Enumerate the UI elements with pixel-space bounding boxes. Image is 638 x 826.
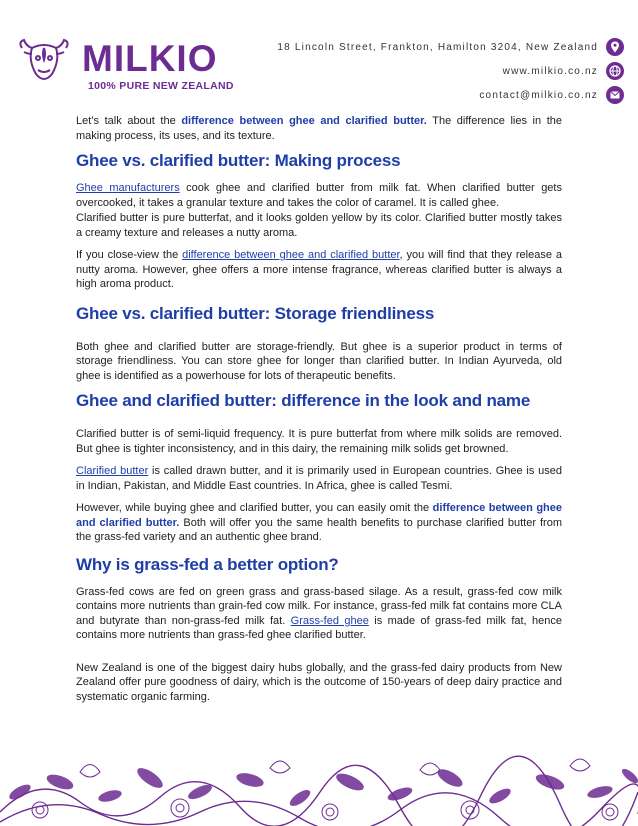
section-heading-storage: Ghee vs. clarified butter: Storage friendliness [76, 303, 435, 323]
globe-icon [606, 62, 624, 80]
decorative-floral-footer-icon [0, 752, 638, 826]
contact-address: 18 Lincoln Street, Frankton, Hamilton 3204, New Zealand [277, 41, 598, 53]
difference-link[interactable]: difference between ghee and clarified butter [182, 249, 400, 261]
paragraph: Both ghee and clarified butter are storage-friendly. But ghee is a superior product in terms of storage friendliness. You can store ghee for longer than clarified butter. In Indian Ayurveda, old ghee is identified as a powerhouse for lots of therapeutic benefits. [76, 340, 562, 382]
contact-block [277, 36, 624, 108]
paragraph: If you close-view the difference between ghee and clarified butter, you will find that they release a nutty aroma. However, ghee offers a more intense fragrance, whereas clarified butter is always a high aroma product. [76, 249, 562, 290]
paragraph: Clarified butter is called drawn butter, and it is primarily used in European countries. Ghee is used in Indian, Pakistan, and Middle East countries. In Africa, ghee is called Tesmi. [76, 465, 562, 492]
ghee-manufacturers-link[interactable]: Ghee manufacturers [76, 182, 180, 194]
paragraph: Ghee manufacturers cook ghee and clarified butter from milk fat. When clarified butter gets overcooked, it takes a granular texture and takes the color of caramel. It is called ghee. [76, 182, 562, 209]
mail-icon [606, 86, 624, 104]
grass-fed-ghee-link[interactable]: Grass-fed ghee [290, 614, 369, 627]
cow-head-logo-icon [14, 38, 74, 86]
contact-website[interactable]: www.milkio.co.nz [502, 65, 598, 77]
section-heading-look-name: Ghee and clarified butter: difference in the look and name [76, 391, 531, 410]
brand-tagline: 100% PURE NEW ZEALAND [88, 80, 234, 92]
intro-paragraph: Let’s talk about the difference between ghee and clarified butter. The difference lies in the making process, its uses, and its texture. [76, 115, 562, 142]
contact-email[interactable]: contact@milkio.co.nz [479, 89, 598, 101]
paragraph: However, while buying ghee and clarified butter, you can easily omit the difference between ghee and clarified butter. Both will offer you the same health benefits to purchase clarified butter from the grass-fed variety and an authentic ghee brand. [76, 502, 562, 543]
location-icon [606, 38, 624, 56]
difference-highlight: difference between ghee and clarified butter. [76, 502, 562, 529]
clarified-butter-link[interactable]: Clarified butter [76, 465, 149, 477]
contact-address-row [277, 36, 624, 58]
contact-website-row [277, 60, 624, 82]
paragraph: Clarified butter is of semi-liquid frequency. It is pure butterfat from where milk solids are removed. But ghee is tighter inconsistency, and in this dairy, the remaining milk solids get browned. [76, 428, 562, 455]
section-heading-making-process: Ghee vs. clarified butter: Making process [76, 151, 401, 170]
section-heading-grass-fed: Why is grass-fed a better option? [76, 554, 339, 574]
page-header [0, 0, 638, 110]
article-body [76, 114, 562, 712]
intro-highlight: difference between ghee and clarified butter. [181, 115, 427, 127]
paragraph: Clarified butter is pure butterfat, and it looks golden yellow by its color. Clarified butter mostly takes a creamy texture and releases a nutty aroma. [76, 212, 562, 239]
brand-name: MILKIO [82, 38, 218, 79]
paragraph: Grass-fed cows are fed on green grass and grass-based silage. As a result, grass-fed cow milk contains more nutrients than grain-fed cow milk. For instance, grass-fed milk fat contains more CLA and butyrate than non-grass-fed milk fat. Grass-fed ghee is made of grass-fed milk fat, hence contains more nutrients than grass-fed ghee clarified butter. [76, 585, 562, 641]
paragraph: New Zealand is one of the biggest dairy hubs globally, and the grass-fed dairy products from New Zealand offer pure goodness of dairy, which is the outcome of 150-years of deep dairy practice and systematic organic farming. [76, 661, 562, 703]
contact-email-row [277, 84, 624, 106]
